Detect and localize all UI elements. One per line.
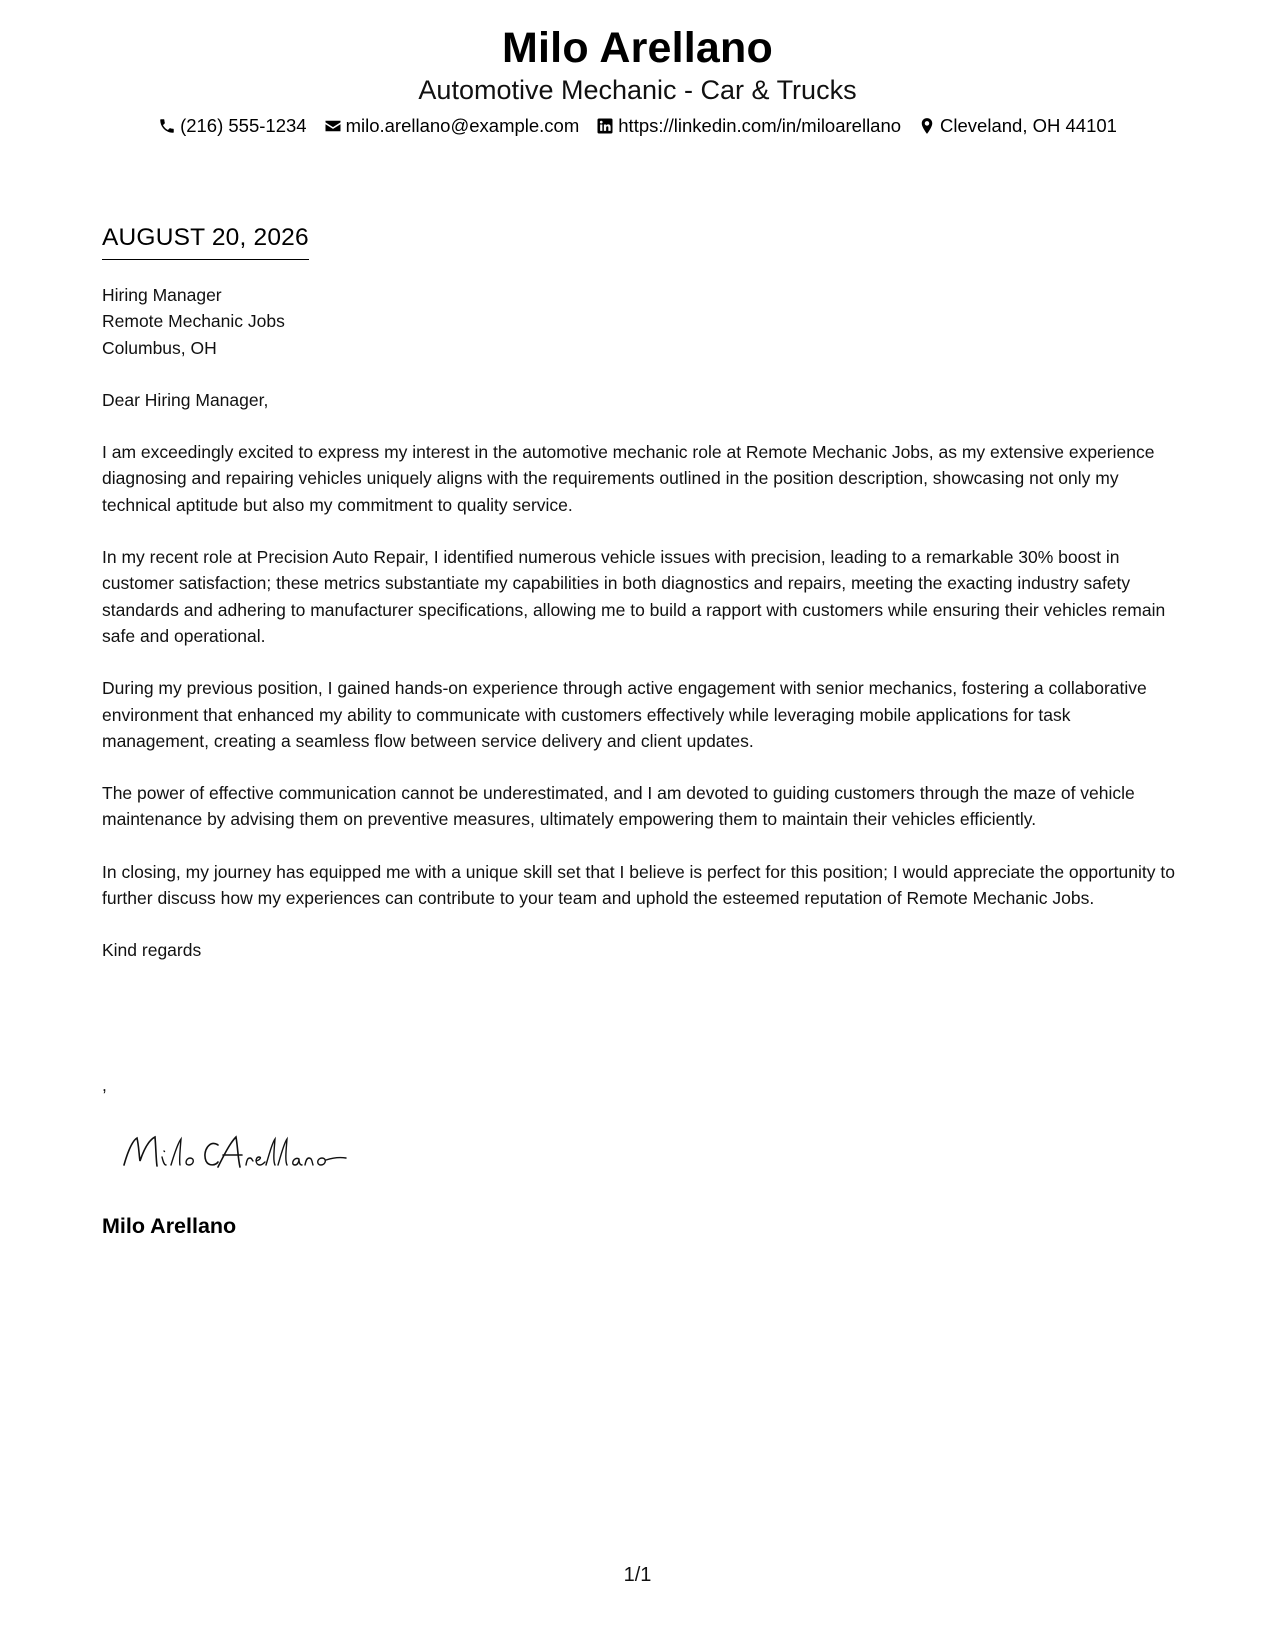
salutation: Dear Hiring Manager, <box>102 389 269 410</box>
letter-body <box>102 282 1177 964</box>
recipient-line: Remote Mechanic Jobs <box>102 311 285 332</box>
linkedin-text: https://linkedin.com/in/miloarellano <box>618 115 902 136</box>
recipient-line: Hiring Manager <box>102 285 222 305</box>
body-paragraph: I am exceedingly excited to express my interest in the automotive mechanic role at Remote Mechanic Jobs, as my extensive experience diagnosing and repairing vehicles uniquely aligns with the requirements outlined in the position description, showcasing not only my technical aptitude but also my commitment to quality service. <box>102 442 1155 515</box>
closing: Kind regards <box>102 940 202 961</box>
body-paragraph: The power of effective communication cannot be underestimated, and I am devoted to guiding customers through the maze of vehicle maintenance by advising them on preventive measures, ultimately empowering them to maintain their vehicles efficiently. <box>102 783 1135 830</box>
letter-date: AUGUST 20, 2026 <box>102 222 309 260</box>
linkedin-icon <box>596 117 614 135</box>
applicant-name: Milo Arellano <box>502 24 773 72</box>
contact-phone <box>158 114 307 138</box>
phone-text: (216) 555-1234 <box>180 115 307 136</box>
page-number: 1/1 <box>623 1564 652 1586</box>
letter-header <box>0 22 1275 138</box>
contact-bar <box>0 114 1275 138</box>
recipient-block <box>102 282 1177 361</box>
body-paragraph: In my recent role at Precision Auto Repair, I identified numerous vehicle issues with precision, leading to a remarkable 30% boost in customer satisfaction; these metrics substantiate my capabilities in both diagnostics and repairs, meeting the exacting industry safety standards and adhering to manufacturer specifications, allowing me to build a rapport with customers while ensuring their vehicles remain safe and operational. <box>102 547 1166 646</box>
envelope-icon <box>324 117 342 135</box>
closing-comma: , <box>102 1075 107 1095</box>
body-paragraph: In closing, my journey has equipped me with a unique skill set that I believe is perfect for this position; I would appreciate the opportunity to further discuss how my experiences can contribute to your team and uphold the esteemed reputation of Remote Mechanic Jobs. <box>102 861 1175 909</box>
contact-email <box>324 114 580 138</box>
recipient-line: Columbus, OH <box>102 337 217 358</box>
contact-linkedin <box>596 114 901 138</box>
contact-location <box>918 114 1117 138</box>
email-text: milo.arellano@example.com <box>345 115 580 136</box>
map-pin-icon <box>918 117 936 135</box>
applicant-title: Automotive Mechanic - Car & Trucks <box>418 75 857 105</box>
location-text: Cleveland, OH 44101 <box>940 115 1117 136</box>
phone-icon <box>158 117 176 135</box>
body-paragraph: During my previous position, I gained hands-on experience through active engagement with senior mechanics, fostering a collaborative environment that enhanced my ability to communicate with customers effectively while leveraging mobile applications for task management, creating a seamless flow between service delivery and client updates. <box>102 678 1147 751</box>
signer-name: Milo Arellano <box>102 1214 237 1238</box>
handwritten-signature <box>118 1125 358 1185</box>
